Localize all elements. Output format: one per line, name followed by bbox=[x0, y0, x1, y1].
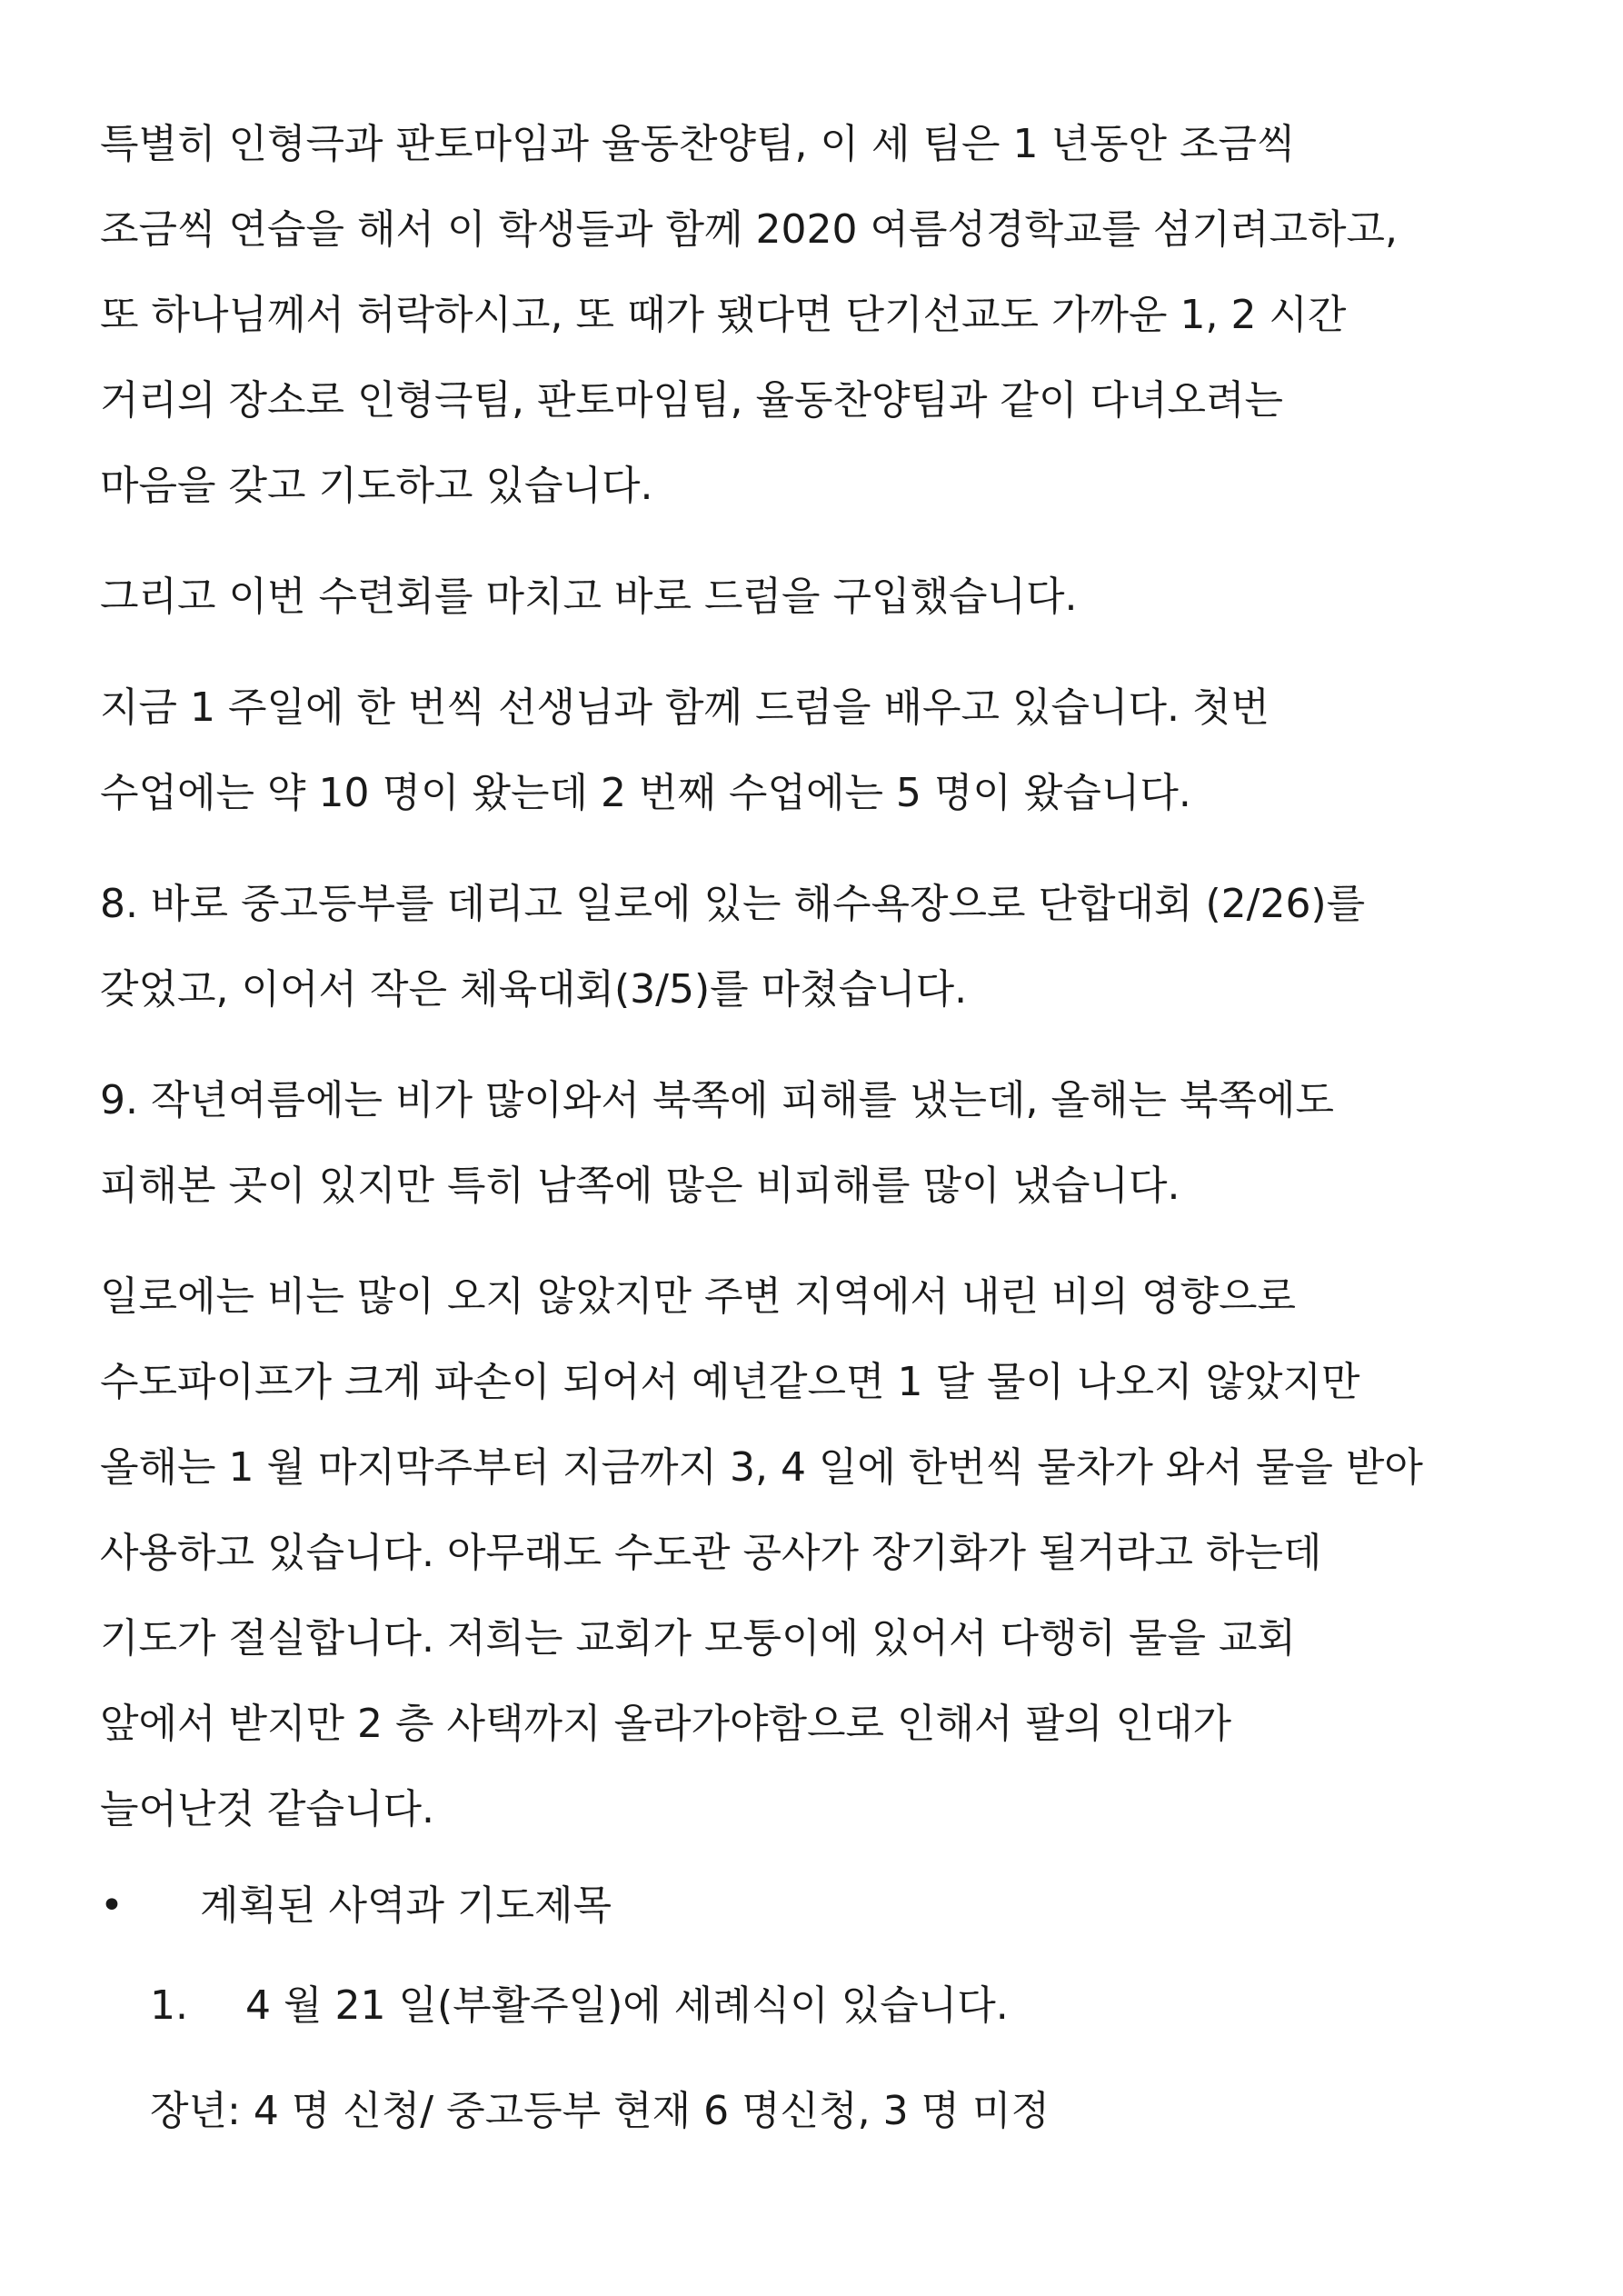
text-line: 일로에는 비는 많이 오지 않았지만 주변 지역에서 내린 비의 영향으로 bbox=[100, 1273, 1296, 1320]
text-line: 9. 작년여름에는 비가 많이와서 북쪽에 피해를 냈는데, 올해는 북쪽에도 bbox=[100, 1077, 1334, 1123]
text-line: 마음을 갖고 기도하고 있습니다. bbox=[100, 463, 653, 509]
list-item-text: 4 월 21 일(부활주일)에 세례식이 있습니다. bbox=[245, 1982, 1009, 2029]
text-line: 늘어난것 같습니다. bbox=[100, 1786, 435, 1832]
document-body bbox=[100, 102, 1536, 1878]
text-line: 8. 바로 중고등부를 데리고 일로에 있는 해수욕장으로 단합대회 (2/26)를 bbox=[100, 881, 1366, 927]
text-line: 사용하고 있습니다. 아무래도 수도관 공사가 장기화가 될거라고 하는데 bbox=[100, 1530, 1322, 1576]
text-line: 그리고 이번 수련회를 마치고 바로 드럼을 구입했습니다. bbox=[100, 574, 1078, 620]
numbered-list-item bbox=[150, 1963, 1009, 2049]
paragraph-item-9 bbox=[100, 1058, 1536, 1229]
text-line: 기도가 절실합니다. 저희는 교회가 모퉁이에 있어서 다행히 물을 교회 bbox=[100, 1615, 1296, 1662]
text-line: 갖었고, 이어서 작은 체육대회(3/5)를 마쳤습니다. bbox=[100, 966, 968, 1013]
text-line: 앞에서 받지만 2 층 사택까지 올라가야함으로 인해서 팔의 인대가 bbox=[100, 1701, 1231, 1747]
text-line: 조금씩 연습을 해서 이 학생들과 함께 2020 여름성경학교를 섬기려고하고, bbox=[100, 206, 1398, 253]
paragraph-water-damage bbox=[100, 1254, 1536, 1852]
text-line: 수업에는 약 10 명이 왔는데 2 번째 수업에는 5 명이 왔습니다. bbox=[100, 770, 1191, 816]
bullet-heading bbox=[100, 1863, 612, 1949]
text-line: 지금 1 주일에 한 번씩 선생님과 함께 드럼을 배우고 있습니다. 첫번 bbox=[100, 684, 1270, 731]
paragraph-drum-lessons bbox=[100, 665, 1536, 836]
paragraph-item-8 bbox=[100, 862, 1536, 1033]
text-line: 거리의 장소로 인형극팀, 판토마임팀, 율동찬양팀과 같이 다녀오려는 bbox=[100, 377, 1283, 424]
detail-line: 장년: 4 명 신청/ 중고등부 현재 6 명신청, 3 명 미정 bbox=[150, 2088, 1050, 2134]
bullet-heading-text: 계획된 사역과 기도제목 bbox=[200, 1882, 612, 1929]
text-line: 수도파이프가 크게 파손이 되어서 예년같으면 1 달 물이 나오지 않았지만 bbox=[100, 1359, 1360, 1405]
text-line: 피해본 곳이 있지만 특히 남쪽에 많은 비피해를 많이 냈습니다. bbox=[100, 1163, 1180, 1209]
list-number: 1. bbox=[150, 1982, 188, 2029]
paragraph-drum-purchase bbox=[100, 554, 1536, 640]
text-line: 올해는 1 월 마지막주부터 지금까지 3, 4 일에 한번씩 물차가 와서 물을 받아 bbox=[100, 1444, 1423, 1491]
paragraph-teams bbox=[100, 102, 1536, 529]
text-line: 또 하나님께서 허락하시고, 또 때가 됐다면 단기선교도 가까운 1, 2 시간 bbox=[100, 292, 1347, 338]
bullet-marker: • bbox=[100, 1882, 124, 1929]
text-line: 특별히 인형극과 판토마임과 율동찬양팀, 이 세 팀은 1 년동안 조금씩 bbox=[100, 121, 1296, 167]
